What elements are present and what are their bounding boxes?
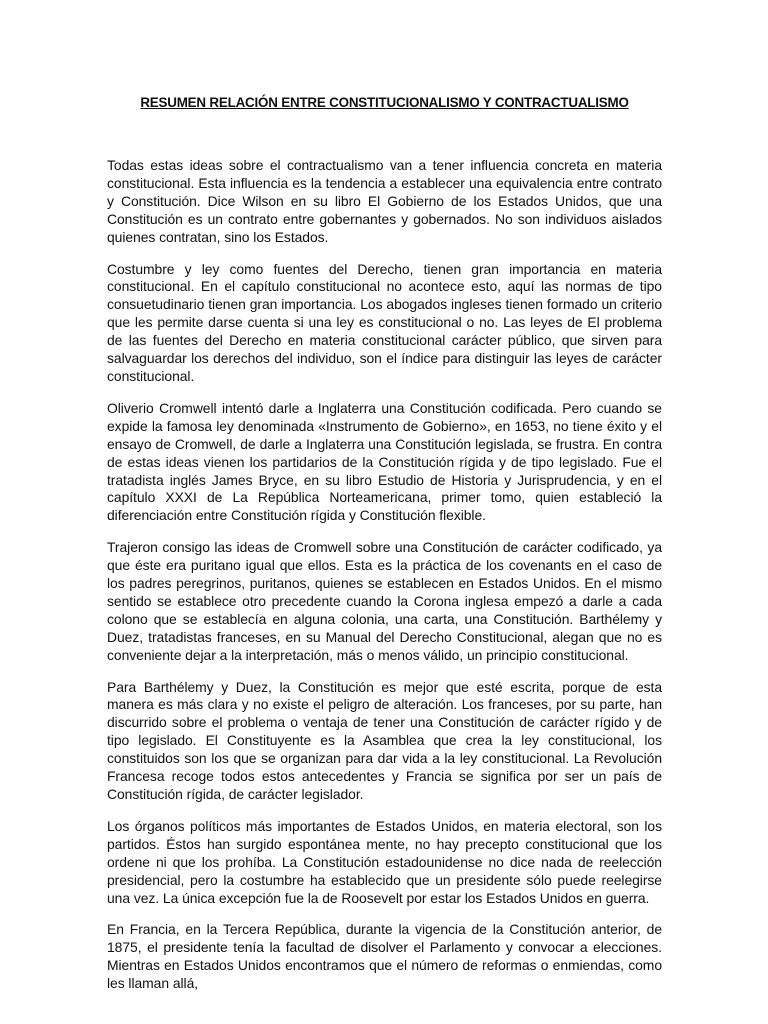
- paragraph-costumbre-ley: Costumbre y ley como fuentes del Derecho, tienen gran importancia en materia constitucional. En el capítulo constitucional no acontece esto, aquí las normas de tipo consuetudinario tienen gran importancia. Los abogados ingleses tienen formado un criterio que les permite darse cuenta si una ley es constitucional o no. Las leyes de El problema de las fuentes del Derecho en materia constitucional carácter público, que sirven para salvaguardar los derechos del individuo, son el índice para distinguir las leyes de carácter constitucional.: [107, 260, 662, 384]
- paragraph-cromwell: Oliverio Cromwell intentó darle a Inglaterra una Constitución codificada. Pero cuando se expide la famosa ley denominada «Instrumento de Gobierno», en 1653, no tiene éxito y el ensayo de Cromwell, de darle a Inglaterra una Constitución legislada, se frustra. En contra de estas ideas vienen los partidarios de la Constitución rígida y de tipo legislado. Fue el tratadista inglés James Bryce, en su libro Estudio de Historia y Jurisprudencia, y en el capítulo XXXI de La República Norteamericana, primer tomo, quien estableció la diferenciación entre Constitución rígida y Constitución flexible.: [107, 399, 662, 524]
- paragraph-puritanos: Trajeron consigo las ideas de Cromwell sobre una Constitución de carácter codificado, ya que éste era puritano igual que ellos. Esta es la práctica de los covenants en el caso de los padres peregrinos, puritanos, quienes se establecen en Estados Unidos. En el mismo sentido se establece otro precedente cuando la Corona inglesa empezó a darle a cada colono que se establecía en alguna colonia, una carta, una Constitución. Barthélemy y Duez, tratadistas franceses, en su Manual del Derecho Constitucional, alegan que no es conveniente dejar a la interpretación, más o menos válido, un principio constitucional.: [107, 539, 662, 663]
- paragraph-francia: En Francia, en la Tercera República, durante la vigencia de la Constitución anterior, de 1875, el presidente tenía la facultad de disolver el Parlamento y convocar a elecciones. Mientras en Estados Unidos encontramos que el número de reformas o enmiendas, como les llaman allá,: [107, 921, 662, 992]
- document-title: RESUMEN RELACIÓN ENTRE CONSTITUCIONALISMO Y CONTRACTUALISMO: [140, 95, 629, 110]
- paragraph-organos-politicos: Los órganos políticos más importantes de Estados Unidos, en materia electoral, son los partidos. Éstos han surgido espontánea mente, no hay precepto constitucional que los ordene ni que los prohíba. La Constitución estadounidense no dice nada de reelección presidencial, pero la costumbre ha establecido que un presidente sólo puede reelegirse una vez. La única excepción fue la de Roosevelt por estar los Estados Unidos en guerra.: [107, 817, 662, 906]
- paragraph-barthelemy-duez: Para Barthélemy y Duez, la Constitución es mejor que esté escrita, porque de esta manera es más clara y no existe el peligro de alteración. Los franceses, por su parte, han discurrido sobre el problema o ventaja de tener una Constitución de carácter rígido y de tipo legislado. El Constituyente es la Asamblea que crea la ley constitucional, los constituidos son los que se organizan para dar vida a la ley constitucional. La Revolución Francesa recoge todos estos antecedentes y Francia se significa por ser un país de Constitución rígida, de carácter legislador.: [107, 678, 662, 802]
- paragraph-contractualismo: Todas estas ideas sobre el contractualismo van a tener influencia concreta en materia constitucional. Esta influencia es la tendencia a establecer una equivalencia entre contrato y Constitución. Dice Wilson en su libro El Gobierno de los Estados Unidos, que una Constitución es un contrato entre gobernantes y gobernados. No son individuos aislados quienes contratan, sino los Estados.: [107, 157, 662, 245]
